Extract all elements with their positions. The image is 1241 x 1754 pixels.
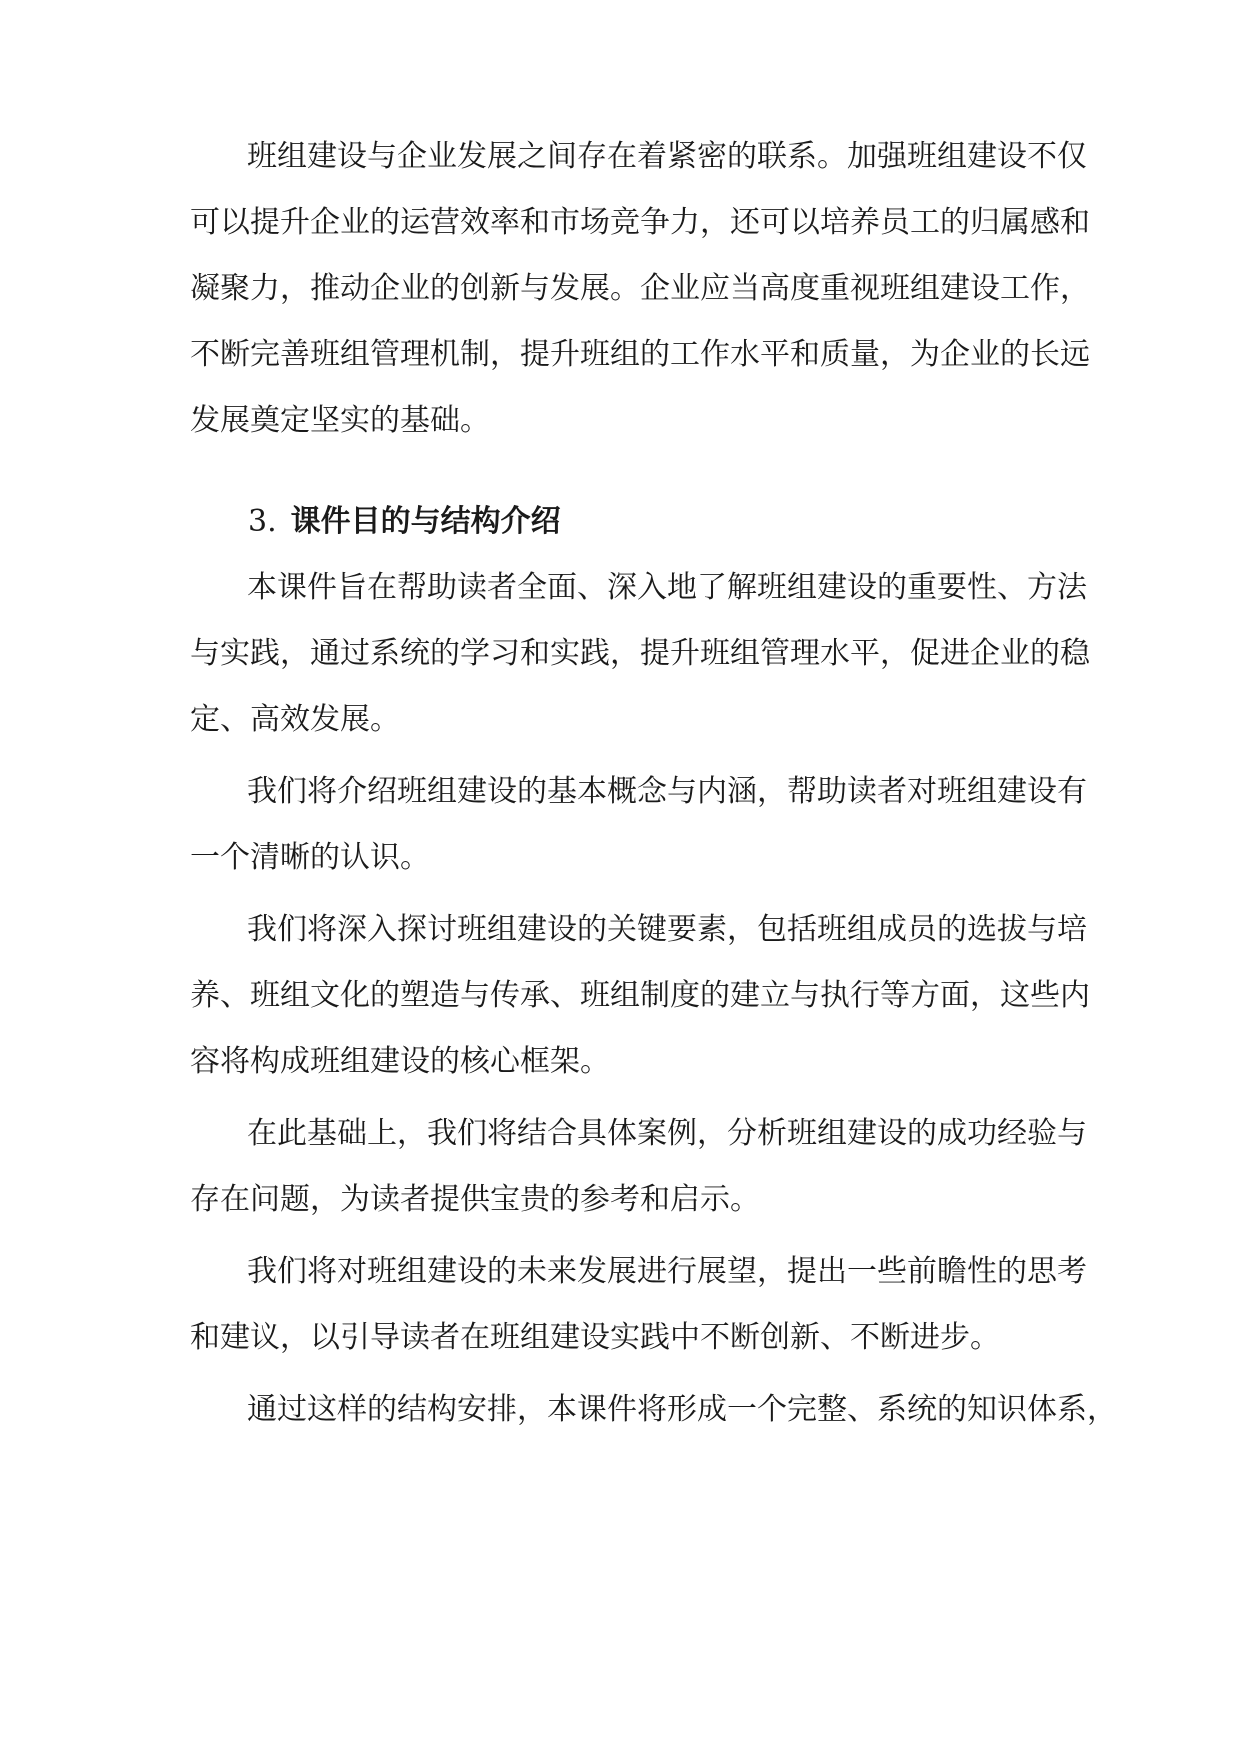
text-line: 在此基础上，我们将结合具体案例，分析班组建设的成功经验与 bbox=[247, 1116, 1087, 1151]
text-line: 本课件旨在帮助读者全面、深入地了解班组建设的重要性、方法 bbox=[247, 570, 1087, 605]
text-line: 可以提升企业的运营效率和市场竞争力，还可以培养员工的归属感和 bbox=[190, 205, 1090, 240]
text-line: 定、高效发展。 bbox=[190, 702, 400, 737]
text-line: 我们将对班组建设的未来发展进行展望，提出一些前瞻性的思考 bbox=[247, 1254, 1087, 1289]
text-line: 存在问题，为读者提供宝贵的参考和启示。 bbox=[190, 1182, 760, 1217]
text-line: 我们将深入探讨班组建设的关键要素，包括班组成员的选拔与培 bbox=[247, 912, 1087, 947]
text-line: 养、班组文化的塑造与传承、班组制度的建立与执行等方面，这些内 bbox=[190, 978, 1090, 1013]
section-heading bbox=[248, 502, 561, 542]
text-line: 我们将介绍班组建设的基本概念与内涵，帮助读者对班组建设有 bbox=[247, 774, 1087, 809]
section-number: 3. bbox=[248, 504, 277, 539]
text-line: 与实践，通过系统的学习和实践，提升班组管理水平，促进企业的稳 bbox=[190, 636, 1090, 671]
text-line: 容将构成班组建设的核心框架。 bbox=[190, 1044, 610, 1079]
text-line: 一个清晰的认识。 bbox=[190, 840, 430, 875]
text-line: 发展奠定坚实的基础。 bbox=[190, 403, 490, 438]
text-line: 凝聚力，推动企业的创新与发展。企业应当高度重视班组建设工作， bbox=[190, 271, 1090, 306]
text-line: 班组建设与企业发展之间存在着紧密的联系。加强班组建设不仅 bbox=[247, 139, 1087, 174]
section-title: 课件目的与结构介绍 bbox=[290, 504, 561, 539]
text-line: 和建议，以引导读者在班组建设实践中不断创新、不断进步。 bbox=[190, 1320, 1000, 1355]
text-line: 通过这样的结构安排，本课件将形成一个完整、系统的知识体系， bbox=[247, 1392, 1117, 1427]
text-line: 不断完善班组管理机制，提升班组的工作水平和质量，为企业的长远 bbox=[190, 337, 1090, 372]
